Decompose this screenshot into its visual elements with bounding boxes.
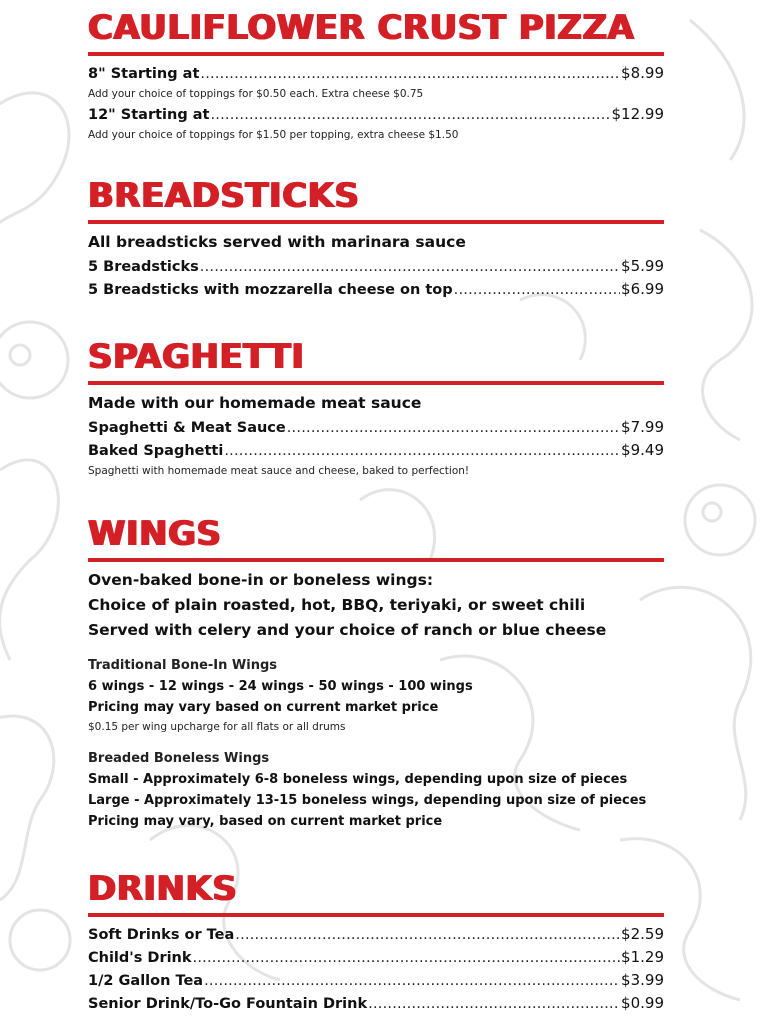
section-title: SPAGHETTI <box>88 337 305 377</box>
leader-dots <box>368 993 620 1015</box>
menu-item <box>88 416 664 439</box>
menu-item <box>88 923 664 946</box>
item-price: $0.99 <box>621 994 664 1012</box>
item-name: Child's Drink <box>88 950 192 966</box>
leader-dots <box>193 947 621 969</box>
item-price: $9.49 <box>621 441 664 459</box>
section-intro: Made with our homemade meat sauce <box>88 394 422 412</box>
item-name: Spaghetti & Meat Sauce <box>88 420 286 436</box>
traditional-wings-pricing: Pricing may vary based on current market price <box>88 700 439 715</box>
menu-item <box>88 992 664 1015</box>
section-title: WINGS <box>88 514 222 554</box>
leader-dots <box>287 417 620 439</box>
item-name: 5 Breadsticks with mozzarella cheese on top <box>88 282 453 298</box>
wings-intro-line: Oven-baked bone-in or boneless wings: <box>88 571 434 589</box>
item-price: $1.29 <box>621 948 664 966</box>
boneless-wings-pricing: Pricing may vary, based on current market price <box>88 814 443 829</box>
title-rule <box>88 52 664 56</box>
menu-item <box>88 255 664 278</box>
spaghetti-section <box>88 337 664 480</box>
title-rule <box>88 913 664 917</box>
item-price: $12.99 <box>611 105 664 123</box>
item-name: Senior Drink/To-Go Fountain Drink <box>88 996 368 1012</box>
leader-dots <box>235 924 620 946</box>
section-title: BREADSTICKS <box>88 176 360 216</box>
traditional-wings-note: $0.15 per wing upcharge for all flats or all drums <box>88 721 346 733</box>
leader-dots <box>200 63 620 85</box>
leader-dots <box>224 440 620 462</box>
traditional-wings-heading: Traditional Bone-In Wings <box>88 658 278 673</box>
item-price: $8.99 <box>621 64 664 82</box>
item-note: Spaghetti with homemade meat sauce and cheese, baked to perfection! <box>88 465 470 477</box>
menu-item <box>88 62 664 85</box>
item-price: $7.99 <box>621 418 664 436</box>
boneless-wings-small: Small - Approximately 6-8 boneless wings, depending upon size of pieces <box>88 772 628 787</box>
menu-item <box>88 278 664 301</box>
leader-dots <box>200 256 620 278</box>
item-name: Baked Spaghetti <box>88 443 224 459</box>
section-title: CAULIFLOWER CRUST PIZZA <box>88 8 635 48</box>
wings-intro-line: Served with celery and your choice of ranch or blue cheese <box>88 621 607 639</box>
section-intro: All breadsticks served with marinara sauce <box>88 233 466 251</box>
breadsticks-section <box>88 176 664 301</box>
wings-intro-line: Choice of plain roasted, hot, BBQ, teriyaki, or sweet chili <box>88 596 586 614</box>
item-name: 1/2 Gallon Tea <box>88 973 204 989</box>
title-rule <box>88 220 664 224</box>
item-note: Add your choice of toppings for $1.50 per topping, extra cheese $1.50 <box>88 129 459 141</box>
boneless-wings-heading: Breaded Boneless Wings <box>88 751 270 766</box>
traditional-wings-sizes: 6 wings - 12 wings - 24 wings - 50 wings - 100 wings <box>88 679 473 694</box>
item-price: $5.99 <box>621 257 664 275</box>
menu-item <box>88 969 664 992</box>
title-rule <box>88 381 664 385</box>
menu-item <box>88 946 664 969</box>
leader-dots <box>204 970 620 992</box>
boneless-wings-large: Large - Approximately 13-15 boneless wings, depending upon size of pieces <box>88 793 647 808</box>
item-note: Add your choice of toppings for $0.50 each. Extra cheese $0.75 <box>88 88 424 100</box>
drinks-section <box>88 869 664 1015</box>
section-title: DRINKS <box>88 869 238 909</box>
item-name: 12" Starting at <box>88 107 210 123</box>
wings-section <box>88 514 664 832</box>
item-price: $2.59 <box>621 925 664 943</box>
item-name: 5 Breadsticks <box>88 259 199 275</box>
cauliflower-pizza-section <box>88 8 664 144</box>
title-rule <box>88 558 664 562</box>
leader-dots <box>454 279 620 301</box>
item-name: 8" Starting at <box>88 66 200 82</box>
menu-item <box>88 103 664 126</box>
item-price: $3.99 <box>621 971 664 989</box>
leader-dots <box>210 104 610 126</box>
menu-item <box>88 439 664 462</box>
item-name: Soft Drinks or Tea <box>88 927 235 943</box>
item-price: $6.99 <box>621 280 664 298</box>
